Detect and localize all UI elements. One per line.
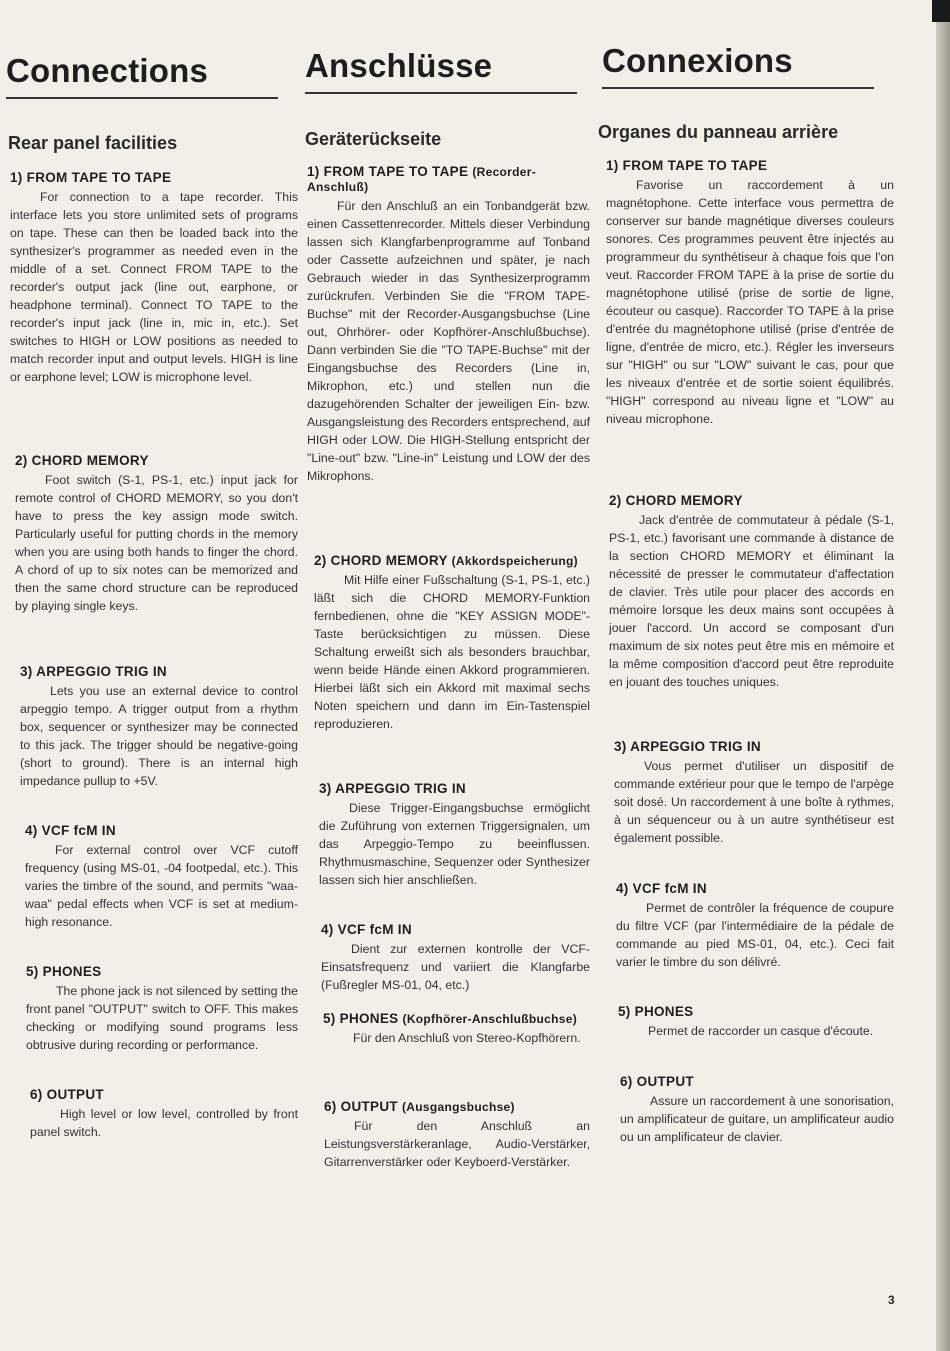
section-arpeggio-trig (614, 739, 894, 847)
column-title: Connexions (602, 42, 793, 79)
section-body: For external control over VCF cutoff frequency (using MS-01, -04 footpedal, etc.). This varies the timbre of the sound, and permits "waa-waa" pedal effects when VCF is set at medium-high resonance. (25, 843, 298, 929)
section-vcf-fcm (321, 922, 590, 994)
column-subtitle: Geräterückseite (305, 129, 442, 149)
section-body: Permet de contrôler la fréquence de coupure du filtre VCF (par l'intermédiaire de la pédale de commande au pied MS-01, 04, etc.). Ceci fait varier le timbre du son délivré. (616, 901, 894, 969)
section-heading: 5) PHONES (618, 1004, 694, 1019)
section-output (30, 1087, 298, 1141)
section-phones (323, 1011, 590, 1047)
section-heading: 4) VCF fcM IN (616, 881, 707, 896)
section-body: The phone jack is not silenced by setting the front panel "OUTPUT" switch to OFF. This makes checking or modifying sound programs less obtrusive during recording or performance. (26, 984, 298, 1052)
section-body: Foot switch (S-1, PS-1, etc.) input jack for remote control of CHORD MEMORY, so you don't have to press the key assign mode switch. Particularly useful for putting chords in the memory when you are using both hands to finger the chord. A chord of up to six notes can be memorized and then the same chord structure can be reproduced by playing single keys. (15, 473, 298, 613)
section-chord-memory (314, 553, 590, 733)
section-body: Permet de raccorder un casque d'écoute. (648, 1024, 874, 1038)
column-title: Anschlüsse (305, 47, 493, 84)
section-heading: 2) CHORD MEMORY (15, 453, 149, 468)
column-subtitle: Organes du panneau arrière (598, 122, 839, 142)
section-from-tape (606, 158, 894, 428)
section-chord-memory (609, 493, 894, 691)
section-heading: 6) OUTPUT (30, 1087, 104, 1102)
section-output (324, 1099, 590, 1171)
section-heading-sub: (Recorder-Anschluß) (307, 165, 537, 194)
section-from-tape (307, 164, 590, 485)
section-body: Diese Trigger-Eingangsbuchse ermöglicht die Zuführung von externen Triggersignalen, um das Arpeggio-Tempo zu beeinflussen. Rhythmusmaschine, Sequenzer oder Synthesizer lassen sich hier anschließen. (319, 801, 590, 887)
section-body: For connection to a tape recorder. This interface lets you store unlimited sets of programs on tape. These can then be loaded back into the synthesizer's programmer as needed even in the middle of a set. Connect FROM TAPE to the recorder's output jack (line out, earphone, or headphone terminal). Connect TO TAPE to the recorder's input jack (line in, mic in, etc.). Set switches to HIGH or LOW positions as needed to match recorder input and output levels. HIGH is line or earphone level; LOW is microphone level. (10, 190, 298, 384)
section-body: Für den Anschluß an ein Tonbandgerät bzw. einen Cassettenrecorder. Mittels dieser Verbindung lassen sich Klangfarbenprogramme auf Tonband oder Cassette aufzeichnen und später, je nach Gebrauch wieder in das Synthesizerprogramm zurückrufen. Verbinden Sie die "FROM TAPE-Buchse" mit der Recorder-Ausgangsbuchse (Line out, Ohrhörer- oder Kopfhörer-Anschlußbuchse). Dann verbinden Sie die "TO TAPE-Buchse" mit der Eingangsbuchse des Recorders (Line in, Mikrophon, etc.) und stellen nun die dazugehörenden Schalter der jeweiligen Ein- bzw. Ausgangsleistung des Recorders entsprechend, auf HIGH oder LOW. Die HIGH-Stellung entspricht der "Line-out" bzw. "Line-in" Leistung und LOW der des Mikrophons. (307, 199, 590, 483)
section-body: High level or low level, controlled by front panel switch. (30, 1107, 298, 1139)
section-heading: 4) VCF fcM IN (321, 922, 412, 937)
section-body: Für den Anschluß von Stereo-Kopfhörern. (353, 1031, 581, 1045)
section-heading: 2) CHORD MEMORY (314, 553, 448, 568)
section-heading-sub: (Akkordspeicherung) (451, 554, 578, 568)
section-body: Lets you use an external device to control arpeggio tempo. A trigger output from a rhythm box, sequencer or synthesizer may be connected to this jack. The trigger should be negative-going (short to ground). There is an internal high impedance pullup to +5V. (20, 684, 298, 788)
title-rule (305, 92, 577, 94)
column-subtitle: Rear panel facilities (8, 133, 178, 153)
section-heading-sub: (Ausgangsbuchse) (402, 1100, 515, 1114)
section-heading: 6) OUTPUT (324, 1099, 398, 1114)
section-heading: 5) PHONES (26, 964, 102, 979)
page-edge (936, 0, 950, 1351)
title-rule (6, 97, 278, 99)
section-heading: 3) ARPEGGIO TRIG IN (614, 739, 761, 754)
section-body: Für den Anschluß an Leistungsverstärkeranlage, Audio-Verstärker, Gitarrenverstärker oder Keyboerd-Verstärker. (324, 1119, 590, 1169)
section-heading: 1) FROM TAPE TO TAPE (307, 164, 469, 179)
section-output (620, 1074, 894, 1146)
section-heading: 5) PHONES (323, 1011, 399, 1026)
section-chord-memory (15, 453, 298, 615)
section-arpeggio-trig (20, 664, 298, 790)
section-from-tape (10, 170, 298, 386)
section-body: Favorise un raccordement à un magnétophone. Cette interface vous permettra de conserver sur bande magnétique diverses couleurs sonores. Ces programmes peuvent être injectés au programmeur du synthétiseur à chaque fois que l'on veut. Raccorder FROM TAPE à la prise de sortie du magnétophone utilisé (prise de sortie de ligne, écouteur ou casque). Raccorder TO TAPE à la prise d'entrée du magnétophone utilisé (prise d'entrée de ligne, d'entrée de micro, etc.). Régler les inverseurs sur "HIGH" ou sur "LOW" suivant le cas, pour que les niveaux d'entrée et de sortie soient équilibrés. "HIGH" correspond au niveau ligne et "LOW" au niveau microphone. (606, 178, 894, 426)
section-heading-sub: (Kopfhörer-Anschlußbuchse) (402, 1012, 577, 1026)
section-heading: 3) ARPEGGIO TRIG IN (319, 781, 466, 796)
section-vcf-fcm (25, 823, 298, 931)
title-rule (602, 87, 874, 89)
section-heading: 6) OUTPUT (620, 1074, 694, 1089)
section-body: Assure un raccordement à une sonorisation, un amplificateur de guitare, un amplificateur audio ou un amplificateur de clavier. (620, 1094, 894, 1144)
section-phones (618, 1004, 894, 1040)
column-title: Connections (6, 52, 209, 89)
section-body: Jack d'entrée de commutateur à pédale (S-1, PS-1, etc.) favorisant une commande à distance de la section CHORD MEMORY et éliminant la nécessité de presser le commutateur d'affectation de clavier. Très utile pour placer des accords en mémoire lorsque les deux mains sont occupées à jouer l'accord. Un accord se composant d'un maximum de six notes peut être mis en mémoire et la même composition d'accord peut être reproduite en jouant des touches uniques. (609, 513, 894, 689)
section-body: Mit Hilfe einer Fußschaltung (S-1, PS-1, etc.) läßt sich die CHORD MEMORY-Funktion fernbedienen, ohne die "KEY ASSIGN MODE"-Taste berücksichtigen zu müssen. Diese Schaltung erweißt sich als besonders brauchbar, wenn beide Hände einen Akkord programmieren. Hierbei läßt sich ein Akkord mit maximal sechs Noten speichern und dann im Ein-Tastenspiel reproduzieren. (314, 573, 590, 731)
section-body: Vous permet d'utiliser un dispositif de commande extérieur pour que le tempo de l'arpège soit dosé. Un raccordement à une boîte à rythmes, à un séquenceur ou à un autre synthétiseur est également possible. (614, 759, 894, 845)
page-number: 3 (888, 1293, 895, 1307)
page-corner (932, 0, 950, 22)
section-body: Dient zur externen kontrolle der VCF-Einsatsfrequenz und variiert die Klangfarbe (Fußregler MS-01, 04, etc.) (321, 942, 590, 992)
section-vcf-fcm (616, 881, 894, 971)
section-heading: 1) FROM TAPE TO TAPE (10, 170, 172, 185)
section-heading: 3) ARPEGGIO TRIG IN (20, 664, 167, 679)
section-heading: 2) CHORD MEMORY (609, 493, 743, 508)
section-heading: 4) VCF fcM IN (25, 823, 116, 838)
section-phones (26, 964, 298, 1054)
section-heading: 1) FROM TAPE TO TAPE (606, 158, 768, 173)
section-arpeggio-trig (319, 781, 590, 889)
